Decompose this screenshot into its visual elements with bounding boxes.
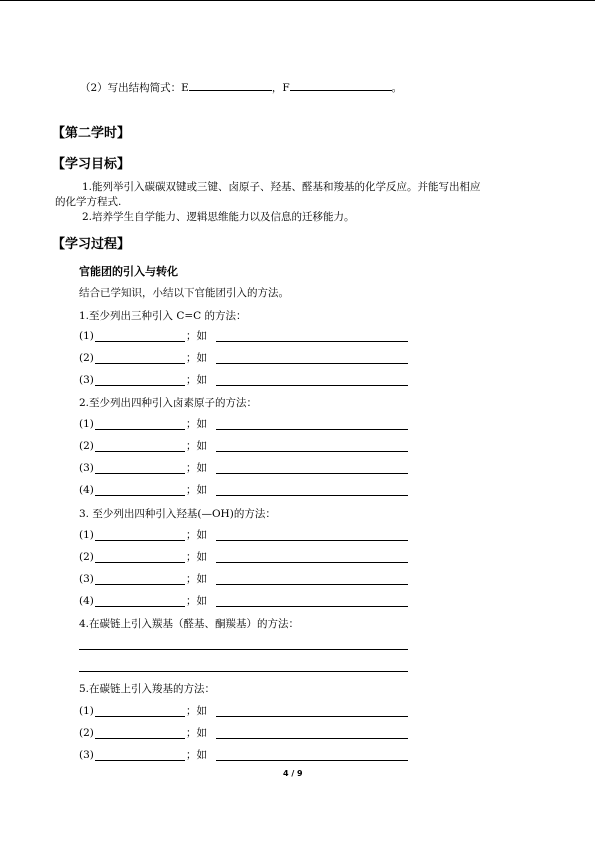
page-number: 4 / 9 — [283, 769, 303, 778]
q2-prefix: （2）写出结构简式：E — [80, 82, 189, 94]
example-blank[interactable] — [216, 716, 408, 717]
row-number: (1) — [79, 529, 94, 541]
example-blank[interactable] — [216, 562, 408, 563]
row-number: (1) — [79, 418, 94, 430]
section-heading-second-period: 【第二学时】 — [52, 126, 131, 141]
example-blank[interactable] — [216, 495, 408, 496]
answer-line-q4-1[interactable] — [79, 649, 408, 650]
example-blank[interactable] — [216, 760, 408, 761]
example-blank[interactable] — [216, 451, 408, 452]
example-label: ；如 — [186, 727, 207, 739]
q2-halogen-title: 2.至少列出四种引入卤素原子的方法： — [79, 397, 258, 409]
intro-text: 结合已学知识，小结以下官能团引入的方法。 — [79, 287, 289, 299]
row-number: (1) — [79, 705, 94, 717]
example-label: ；如 — [186, 418, 207, 430]
example-blank[interactable] — [216, 738, 408, 739]
method-blank[interactable] — [95, 738, 185, 739]
subheading-functional-groups: 官能团的引入与转化 — [79, 265, 178, 278]
example-blank[interactable] — [216, 473, 408, 474]
q4-title: 4.在碳链上引入羰基（醛基、酮羰基）的方法： — [79, 618, 300, 630]
method-blank[interactable] — [95, 760, 185, 761]
example-label: ；如 — [186, 551, 207, 563]
learning-process-heading: 【学习过程】 — [52, 237, 131, 252]
example-label: ；如 — [186, 749, 207, 761]
example-label: ；如 — [186, 440, 207, 452]
method-blank[interactable] — [95, 716, 185, 717]
goal-2: 2.培养学生自学能力、逻辑思维能力以及信息的迁移能力。 — [82, 211, 355, 223]
example-label: ；如 — [186, 705, 207, 717]
method-blank[interactable] — [95, 385, 185, 386]
method-blank[interactable] — [95, 429, 185, 430]
example-blank[interactable] — [216, 363, 408, 364]
page-top-border — [0, 0, 595, 1]
method-blank[interactable] — [95, 540, 185, 541]
row-number: (2) — [79, 551, 94, 563]
row-number: (2) — [79, 352, 94, 364]
method-blank[interactable] — [95, 606, 185, 607]
q3-title: 3. 至少列出四种引入羟基(—OH)的方法： — [79, 508, 276, 520]
method-blank[interactable] — [95, 562, 185, 563]
example-blank[interactable] — [216, 540, 408, 541]
example-label: ；如 — [186, 374, 207, 386]
example-label: ；如 — [186, 352, 207, 364]
method-blank[interactable] — [95, 495, 185, 496]
method-blank[interactable] — [95, 363, 185, 364]
example-label: ；如 — [186, 330, 207, 342]
example-blank[interactable] — [216, 606, 408, 607]
q5-title: 5.在碳链上引入羧基的方法： — [79, 683, 216, 695]
row-number: (3) — [79, 749, 94, 761]
row-number: (3) — [79, 573, 94, 585]
row-number: (3) — [79, 462, 94, 474]
example-label: ；如 — [186, 595, 207, 607]
answer-blank-f[interactable] — [290, 79, 392, 91]
row-number: (3) — [79, 374, 94, 386]
row-number: (4) — [79, 595, 94, 607]
example-blank[interactable] — [216, 341, 408, 342]
example-label: ；如 — [186, 462, 207, 474]
row-number: (2) — [79, 727, 94, 739]
method-blank[interactable] — [95, 473, 185, 474]
example-label: ；如 — [186, 573, 207, 585]
q1-title: 1.至少列出三种引入 C=C 的方法： — [79, 310, 247, 322]
example-label: ；如 — [186, 529, 207, 541]
method-blank[interactable] — [95, 584, 185, 585]
learning-goals-heading: 【学习目标】 — [52, 157, 131, 172]
goal-1-line-1: 1.能列举引入碳碳双键或三键、卤原子、羟基、醛基和羧基的化学反应。并能写出相应 — [82, 181, 481, 193]
q2-sep: ，F — [271, 82, 290, 94]
example-blank[interactable] — [216, 429, 408, 430]
row-number: (2) — [79, 440, 94, 452]
answer-blank-e[interactable] — [189, 79, 272, 91]
question-2-structure — [80, 79, 402, 95]
method-blank[interactable] — [95, 451, 185, 452]
example-blank[interactable] — [216, 385, 408, 386]
answer-line-q4-2[interactable] — [79, 671, 408, 672]
goal-1-line-2: 的化学方程式. — [55, 196, 122, 208]
method-blank[interactable] — [95, 341, 185, 342]
q2-end: 。 — [391, 82, 403, 94]
example-label: ；如 — [186, 484, 207, 496]
example-blank[interactable] — [216, 584, 408, 585]
row-number: (1) — [79, 330, 94, 342]
row-number: (4) — [79, 484, 94, 496]
